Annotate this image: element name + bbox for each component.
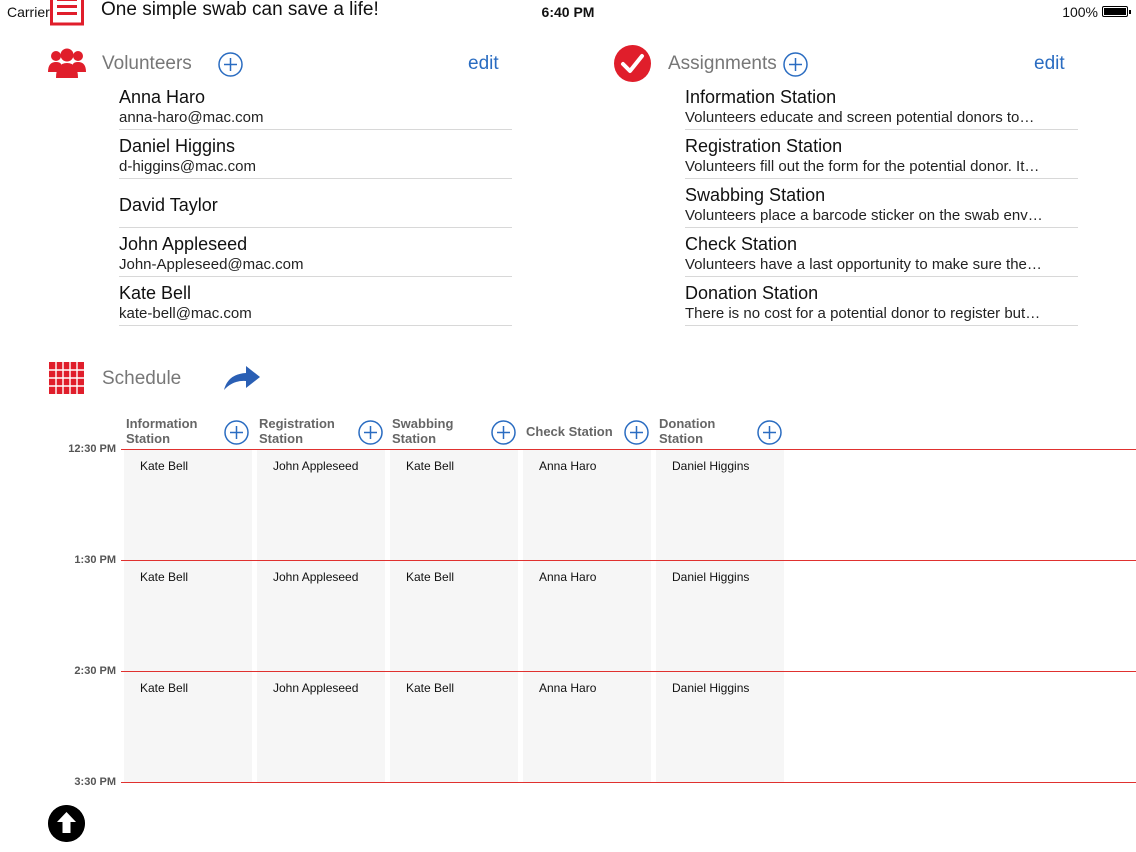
volunteers-title: Volunteers bbox=[102, 53, 192, 74]
volunteer-name: John Appleseed bbox=[119, 234, 248, 254]
volunteer-name: David Taylor bbox=[119, 195, 218, 215]
volunteer-email: d-higgins@mac.com bbox=[119, 158, 256, 175]
assignment-name: Registration Station bbox=[685, 136, 843, 156]
column-header-line2: Station bbox=[392, 431, 437, 446]
volunteer-email: anna-haro@mac.com bbox=[119, 109, 264, 126]
schedule-column-header bbox=[659, 416, 715, 446]
time-label: 12:30 PM bbox=[68, 443, 116, 455]
volunteer-name: Daniel Higgins bbox=[119, 136, 236, 156]
calendar-grid-icon bbox=[49, 362, 84, 394]
volunteer-row[interactable] bbox=[119, 179, 512, 228]
upload-arrow-icon[interactable] bbox=[48, 805, 85, 842]
battery-percent: 100% bbox=[1062, 4, 1098, 20]
people-icon bbox=[48, 46, 86, 80]
slot-volunteer-name: John Appleseed bbox=[273, 459, 359, 473]
schedule-column-header bbox=[259, 416, 335, 446]
column-header-line1: Information bbox=[126, 416, 198, 431]
column-header-line1: Check Station bbox=[526, 424, 613, 439]
slot-volunteer-name: Kate Bell bbox=[406, 459, 455, 473]
assignment-row[interactable] bbox=[685, 277, 1078, 326]
schedule-column-header bbox=[126, 416, 198, 446]
hour-line bbox=[121, 782, 1136, 783]
slot-volunteer-name: Kate Bell bbox=[406, 570, 455, 584]
volunteer-row[interactable] bbox=[119, 228, 512, 277]
assignment-row[interactable] bbox=[685, 81, 1078, 130]
volunteer-row[interactable] bbox=[119, 130, 512, 179]
slot-volunteer-name: Daniel Higgins bbox=[672, 459, 750, 473]
assignment-row[interactable] bbox=[685, 179, 1078, 228]
add-slot-button[interactable] bbox=[491, 420, 516, 445]
assignment-description: There is no cost for a potential donor to register but… bbox=[685, 305, 1041, 322]
assignments-title: Assignments bbox=[668, 53, 777, 74]
share-arrow-icon[interactable] bbox=[222, 364, 262, 392]
add-slot-button[interactable] bbox=[358, 420, 383, 445]
column-header-line1: Swabbing bbox=[392, 416, 454, 431]
time-label: 1:30 PM bbox=[74, 554, 116, 566]
slot-volunteer-name: John Appleseed bbox=[273, 570, 359, 584]
assignment-name: Donation Station bbox=[685, 283, 819, 303]
slot-volunteer-name: Anna Haro bbox=[539, 681, 597, 695]
slot-volunteer-name: Anna Haro bbox=[539, 570, 597, 584]
schedule-title: Schedule bbox=[102, 368, 182, 389]
column-header-line2: Station bbox=[126, 431, 171, 446]
assignment-row[interactable] bbox=[685, 228, 1078, 277]
assignment-name: Information Station bbox=[685, 87, 837, 107]
assignment-description: Volunteers have a last opportunity to make sure the… bbox=[685, 256, 1042, 273]
edit-volunteers-button[interactable]: edit bbox=[468, 53, 499, 74]
volunteers-list bbox=[119, 81, 512, 326]
checkmark-circle-icon bbox=[614, 45, 651, 82]
add-slot-button[interactable] bbox=[757, 420, 782, 445]
column-header-line2: Station bbox=[259, 431, 304, 446]
volunteer-row[interactable] bbox=[119, 277, 512, 326]
assignment-description: Volunteers educate and screen potential donors to… bbox=[685, 109, 1035, 126]
add-slot-button[interactable] bbox=[624, 420, 649, 445]
volunteer-name: Anna Haro bbox=[119, 87, 206, 107]
add-assignment-button[interactable] bbox=[783, 52, 808, 77]
column-header-line2: Station bbox=[659, 431, 704, 446]
assignments-list bbox=[685, 81, 1078, 326]
slot-volunteer-name: John Appleseed bbox=[273, 681, 359, 695]
app-title: One simple swab can save a life! bbox=[101, 0, 379, 20]
carrier-label: Carrier bbox=[7, 4, 50, 20]
assignment-description: Volunteers fill out the form for the potential donor. It… bbox=[685, 158, 1040, 175]
slot-volunteer-name: Daniel Higgins bbox=[672, 681, 750, 695]
edit-assignments-button[interactable]: edit bbox=[1034, 53, 1065, 74]
schedule-column-header bbox=[526, 424, 613, 439]
add-volunteer-button[interactable] bbox=[218, 52, 243, 77]
clipboard-icon bbox=[50, 0, 84, 26]
slot-volunteer-name: Anna Haro bbox=[539, 459, 597, 473]
assignment-row[interactable] bbox=[685, 130, 1078, 179]
battery-icon bbox=[1102, 6, 1128, 17]
time-label: 3:30 PM bbox=[74, 776, 116, 788]
volunteer-email: kate-bell@mac.com bbox=[119, 305, 252, 322]
column-header-line1: Donation bbox=[659, 416, 716, 431]
slot-volunteer-name: Daniel Higgins bbox=[672, 570, 750, 584]
volunteer-name: Kate Bell bbox=[119, 283, 192, 303]
schedule-column-header bbox=[392, 416, 453, 446]
volunteer-email: John-Appleseed@mac.com bbox=[119, 256, 304, 273]
slot-volunteer-name: Kate Bell bbox=[406, 681, 455, 695]
status-time: 6:40 PM bbox=[541, 4, 595, 20]
time-label: 2:30 PM bbox=[74, 665, 116, 677]
add-slot-button[interactable] bbox=[224, 420, 249, 445]
assignment-name: Check Station bbox=[685, 234, 798, 254]
volunteer-row[interactable] bbox=[119, 81, 512, 130]
assignment-description: Volunteers place a barcode sticker on the swab env… bbox=[685, 207, 1043, 224]
slot-volunteer-name: Kate Bell bbox=[140, 570, 189, 584]
slot-volunteer-name: Kate Bell bbox=[140, 681, 189, 695]
column-header-line1: Registration bbox=[259, 416, 335, 431]
assignment-name: Swabbing Station bbox=[685, 185, 826, 205]
slot-volunteer-name: Kate Bell bbox=[140, 459, 189, 473]
